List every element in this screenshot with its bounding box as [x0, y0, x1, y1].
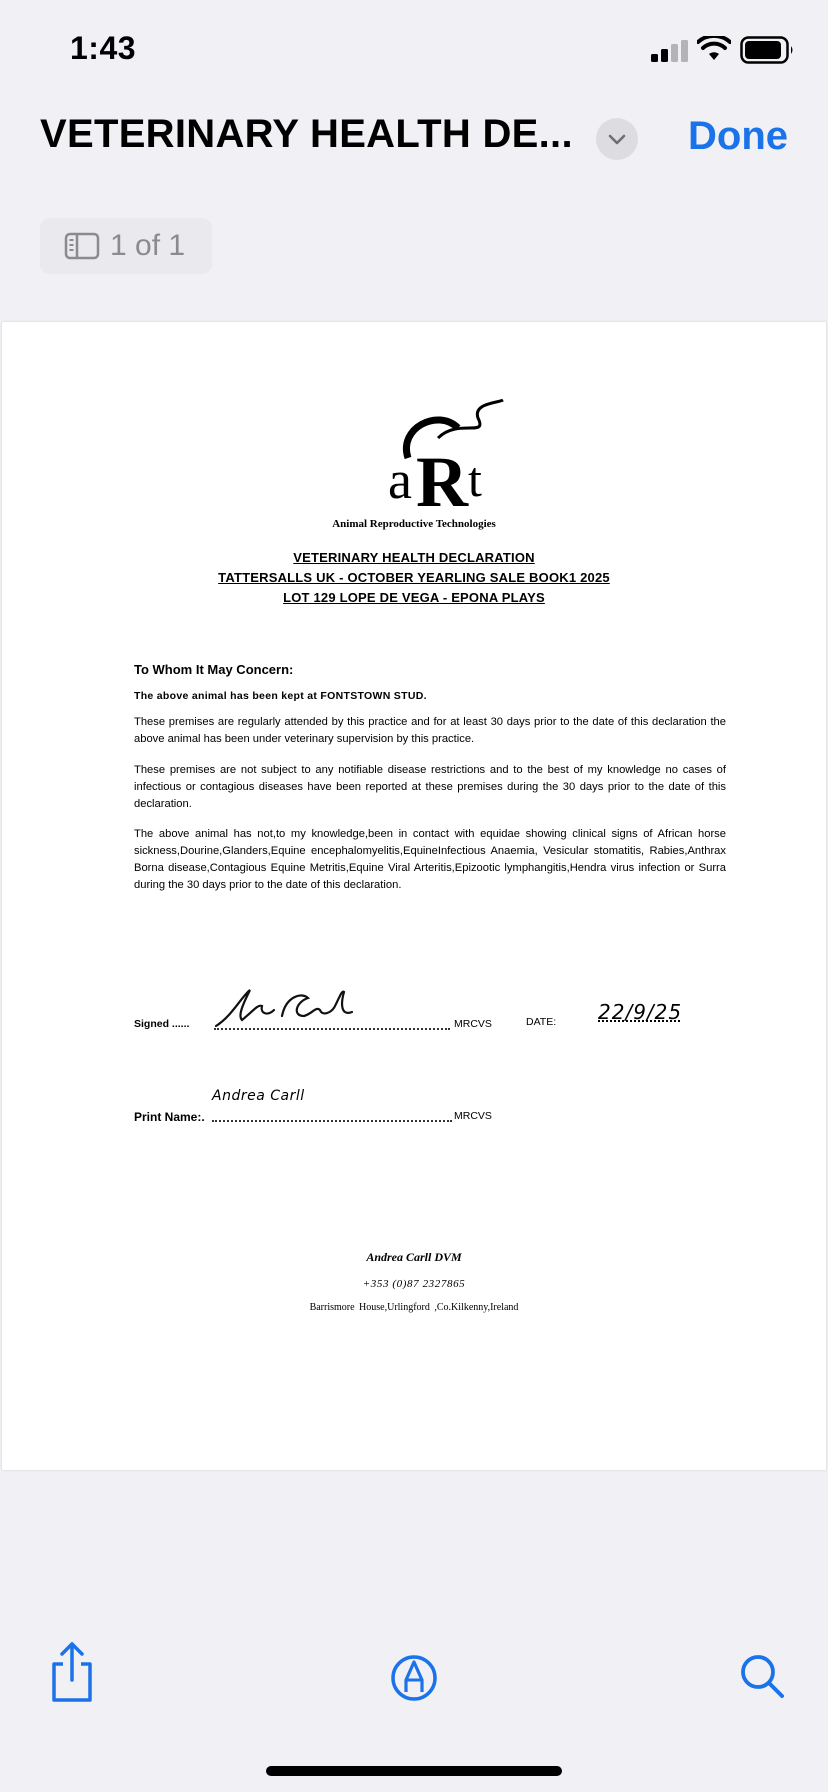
signature-icon	[212, 986, 372, 1034]
print-name-line	[212, 1120, 452, 1122]
home-indicator[interactable]	[266, 1766, 562, 1776]
share-icon[interactable]	[44, 1640, 100, 1704]
done-button[interactable]: Done	[688, 114, 788, 158]
date-label: DATE:	[526, 1016, 557, 1028]
svg-text:t: t	[468, 451, 482, 507]
declaration-heading: VETERINARY HEALTH DECLARATION	[293, 550, 535, 565]
status-bar	[0, 0, 828, 100]
search-icon[interactable]	[734, 1640, 790, 1704]
markup-icon[interactable]	[386, 1640, 442, 1704]
document-title: VETERINARY HEALTH DE...	[40, 112, 573, 156]
paragraph-restrictions: These premises are not subject to any notifiable disease restrictions and to the best of my knowledge no cases of infectious or contagious diseases have been reported at these premises during the 30 days prior to the date of this declaration.	[134, 764, 726, 810]
svg-text:a: a	[388, 450, 412, 510]
art-logo	[378, 398, 518, 518]
title-menu-button[interactable]	[596, 118, 638, 160]
svg-text:R: R	[416, 442, 468, 518]
page-count: 1 of 1	[110, 229, 186, 262]
sale-heading: TATTERSALLS UK - OCTOBER YEARLING SALE BOOK1 2025	[218, 570, 610, 585]
wifi-icon	[697, 36, 731, 62]
lot-heading: LOT 129 LOPE DE VEGA - EPONA PLAYS	[283, 590, 545, 605]
date-value: 22/9/25	[598, 1000, 683, 1024]
signed-label: Signed ......	[134, 1018, 190, 1030]
document-page[interactable]	[2, 322, 826, 1470]
printed-name-handwritten: Andrea Carll	[212, 1088, 305, 1104]
sidebar-icon	[64, 232, 100, 260]
mrcvs-signed-label: MRCVS	[454, 1018, 492, 1030]
paragraph-contact: The above animal has not,to my knowledge,been in contact with equidae showing clinical signs of African horse sickness,Dourine,Glanders,Equine encephalomyelitis,EquineInfectious Anaemia, Vesicular stomatitis, Rabies,Anthrax Borna disease,Contagious Equine Metritis,Equine Viral Arteritis,Epizootic lymphangitis,Hendra virus infection or Surra during the 30 days prior to the date of this declaration.	[134, 828, 726, 891]
vet-phone: +353 (0)87 2327865	[362, 1278, 466, 1290]
chevron-down-icon	[607, 132, 627, 146]
mrcvs-print-label: MRCVS	[454, 1110, 492, 1122]
logo-subtitle: Animal Reproductive Technologies	[332, 518, 496, 530]
battery-icon	[740, 36, 796, 64]
vet-address: Barrismore House,Urlingford ,Co.Kilkenny,Ireland	[309, 1302, 519, 1313]
vet-name: Andrea Carll DVM	[366, 1250, 462, 1264]
salutation: To Whom It May Concern:	[134, 662, 294, 677]
cellular-signal-icon	[651, 40, 691, 62]
kept-statement: The above animal has been kept at FONTSTOWN STUD.	[134, 690, 427, 702]
page-indicator[interactable]	[40, 218, 212, 274]
status-time: 1:43	[70, 30, 137, 66]
print-name-label: Print Name:.	[134, 1110, 205, 1124]
paragraph-supervision: These premises are regularly attended by this practice and for at least 30 days prior to the date of this declaration the above animal has been under veterinary supervision by this practice.	[134, 716, 726, 745]
